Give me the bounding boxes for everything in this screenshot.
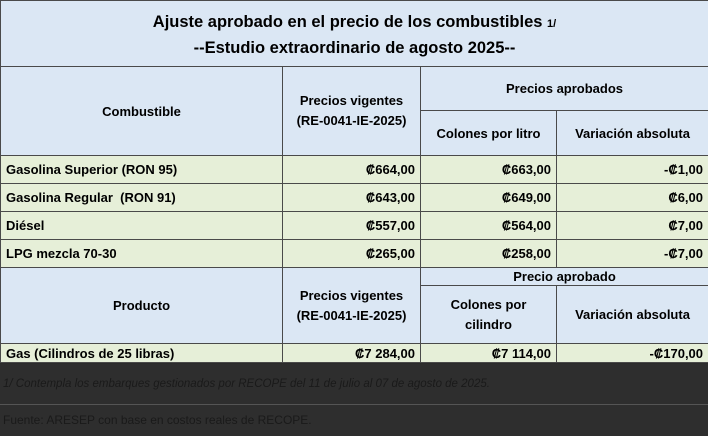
price-variacion: ₡7,00 bbox=[557, 212, 708, 240]
source-note: Fuente: ARESEP con base en costos reales de RECOPE. bbox=[0, 404, 708, 436]
table-row bbox=[1, 184, 708, 212]
price-aprobado: ₡258,00 bbox=[421, 240, 557, 268]
header-colones-por-cilindro-line2: cilindro bbox=[465, 316, 512, 332]
table-row bbox=[1, 212, 708, 240]
product-name: Gas (Cilindros de 25 libras) bbox=[1, 344, 283, 363]
price-aprobado: ₡663,00 bbox=[421, 156, 557, 184]
price-vigente: ₡265,00 bbox=[283, 240, 421, 268]
header-precios-vigentes bbox=[283, 67, 421, 156]
table-row bbox=[1, 156, 708, 184]
title-footnote-marker: 1/ bbox=[547, 17, 557, 30]
price-variacion: -₡7,00 bbox=[557, 240, 708, 268]
header-precio-aprobado: Precio aprobado bbox=[421, 268, 708, 286]
title-line1: Ajuste aprobado en el precio de los combustibles bbox=[152, 12, 543, 31]
footnote: 1/ Contempla los embarques gestionados por RECOPE del 11 de julio al 07 de agosto de 2025. bbox=[0, 364, 708, 404]
fuel-name: Diésel bbox=[1, 212, 283, 240]
header-precios-vigentes-line2: (RE-0041-IE-2025) bbox=[296, 113, 407, 128]
header-precios-aprobados: Precios aprobados bbox=[421, 67, 708, 111]
price-aprobado: ₡649,00 bbox=[421, 184, 557, 212]
header-precios-vigentes-2-line2: (RE-0041-IE-2025) bbox=[296, 307, 407, 323]
table-title bbox=[1, 1, 708, 67]
price-vigente: ₡643,00 bbox=[283, 184, 421, 212]
fuel-name: Gasolina Superior (RON 95) bbox=[1, 156, 283, 184]
header-colones-por-cilindro-line1: Colones por bbox=[450, 296, 527, 312]
header-precios-vigentes-2 bbox=[283, 268, 421, 344]
header-variacion-absoluta: Variación absoluta bbox=[557, 111, 708, 156]
price-aprobado: ₡564,00 bbox=[421, 212, 557, 240]
header-producto: Producto bbox=[1, 268, 283, 344]
header-precios-vigentes-line1: Precios vigentes bbox=[299, 93, 404, 108]
price-vigente: ₡557,00 bbox=[283, 212, 421, 240]
table-row bbox=[1, 344, 708, 363]
header-precios-vigentes-2-line1: Precios vigentes bbox=[299, 287, 404, 303]
fuel-name: LPG mezcla 70-30 bbox=[1, 240, 283, 268]
price-variacion: -₡1,00 bbox=[557, 156, 708, 184]
price-vigente: ₡664,00 bbox=[283, 156, 421, 184]
price-aprobado: ₡7 114,00 bbox=[421, 344, 557, 363]
price-variacion: ₡6,00 bbox=[557, 184, 708, 212]
price-vigente: ₡7 284,00 bbox=[283, 344, 421, 363]
header-colones-por-cilindro bbox=[421, 286, 557, 344]
price-variacion: -₡170,00 bbox=[557, 344, 708, 363]
header-colones-por-litro: Colones por litro bbox=[421, 111, 557, 156]
table-row bbox=[1, 240, 708, 268]
title-line2: --Estudio extraordinario de agosto 2025-- bbox=[193, 38, 516, 57]
header-variacion-absoluta-2: Variación absoluta bbox=[557, 286, 708, 344]
fuel-name: Gasolina Regular (RON 91) bbox=[1, 184, 283, 212]
header-combustible: Combustible bbox=[1, 67, 283, 156]
